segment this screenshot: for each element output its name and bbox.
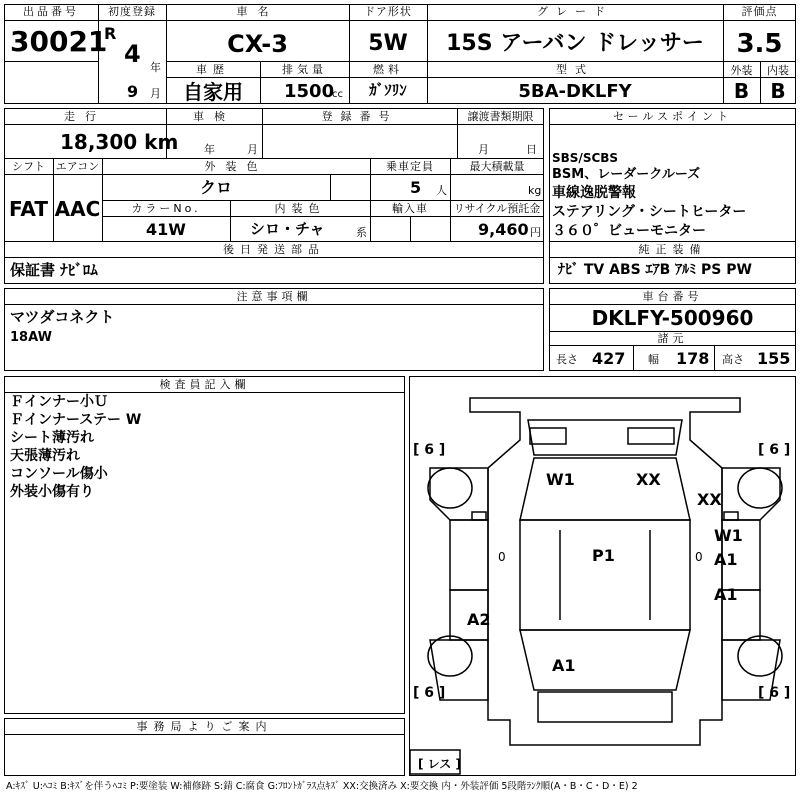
color-no: 41W — [146, 220, 186, 239]
inspect-year-unit: 年 — [204, 143, 215, 156]
legend: A:ｷｽﾞ U:ﾍｺﾐ B:ｷｽﾞを伴うﾍｺﾐ P:要塗装 W:補修跡 S:錆 C:腐食 G:ﾌﾛﾝﾄｶﾞﾗｽ点ｷｽﾞ XX:交換済み X:要交換 内・外装評価 5段階ﾗﾝｸ順(A・B・C・D・E) 2 — [6, 781, 638, 792]
tire-rr-label: [ 6 ] — [758, 685, 791, 701]
color-no-label: カラーNo. — [131, 202, 201, 215]
sales-line: 車線逸脱警報 — [552, 185, 636, 201]
era: R — [104, 24, 117, 43]
lot-number: 30021 — [10, 25, 108, 58]
first-reg-label: 初度登録 — [108, 5, 156, 18]
history: 自家用 — [183, 80, 243, 104]
mileage-label: 走行 — [64, 110, 106, 123]
capacity-unit: 人 — [436, 184, 447, 197]
chassis-label: 車台番号 — [642, 290, 703, 303]
note-line: マツダコネクト — [10, 308, 115, 326]
inspect-month-unit: 月 — [247, 143, 258, 156]
length-label: 長さ — [556, 353, 578, 366]
sales-label: セールスポイント — [612, 110, 732, 123]
interior-color: シロ・チャ — [250, 220, 325, 238]
transfer-day-unit: 日 — [526, 143, 537, 156]
length: 427 — [592, 349, 626, 368]
chassis-number: DKLFY-500960 — [591, 306, 754, 330]
mark-a2: A2 — [467, 610, 491, 629]
inspector-line: Ｆインナーステー W — [10, 412, 142, 428]
spec-label: 諸元 — [657, 332, 688, 345]
equip: ﾅﾋﾞ TV ABS ｴｱB ｱﾙﾐ PS PW — [558, 262, 752, 278]
mileage: 18,300 km — [60, 130, 179, 154]
office-label: 事務局よりご案内 — [136, 720, 273, 733]
sales-line: BSM、レーダークルーズ — [552, 167, 701, 182]
interior-unit: 系 — [356, 226, 367, 239]
later-parts-label: 後日発送部品 — [223, 243, 325, 256]
ext-score: B — [733, 79, 750, 103]
load-label: 最大積載量 — [469, 160, 525, 173]
mark-w1-roof: W1 — [546, 470, 575, 489]
inspector-line: 外装小傷有り — [10, 484, 94, 500]
mark-a1-side2: A1 — [714, 585, 738, 604]
mark-zero-r: 0 — [695, 550, 703, 564]
interior-label: 内装色 — [274, 202, 326, 215]
inspector-line: 天張薄汚れ — [10, 448, 80, 464]
reg-month: 9 — [127, 82, 139, 101]
equip-label: 純正装備 — [638, 243, 707, 256]
door-label: ドア形状 — [364, 5, 412, 18]
load-unit: kg — [528, 184, 542, 197]
height: 155 — [757, 349, 791, 368]
sales-line: ステアリング・シートヒーター — [552, 204, 747, 220]
lot-label: 出品番号 — [23, 5, 79, 18]
width-label: 幅 — [648, 353, 659, 366]
shift: FAT — [9, 197, 48, 221]
note-line: 18AW — [10, 330, 52, 345]
transfer-label: 譲渡書類期限 — [467, 110, 534, 123]
ext-label: 外装 — [730, 64, 753, 77]
mark-a1-rear: A1 — [552, 656, 576, 675]
fuel-label: 燃料 — [373, 63, 403, 76]
mark-a1-side1: A1 — [714, 550, 738, 569]
recycle-label: リサイクル預託金 — [453, 202, 541, 215]
int-score: B — [770, 79, 786, 103]
recycle-unit: 円 — [530, 226, 541, 239]
later-parts: 保証書 ﾅﾋﾞﾛﾑ — [10, 261, 98, 279]
capacity: 5 — [410, 178, 422, 197]
inspector-label: 検査員記入欄 — [159, 378, 250, 391]
inspector-line: コンソール傷小 — [10, 466, 108, 482]
ac: AAC — [54, 197, 101, 221]
score-label: 評価点 — [741, 5, 778, 18]
mark-w1-side: W1 — [714, 526, 743, 545]
disp-unit: cc — [332, 89, 343, 100]
history-label: 車歴 — [196, 63, 230, 76]
ac-label: エアコン — [55, 160, 100, 173]
inspect-label: 車検 — [193, 110, 235, 123]
mark-xx-side: XX — [697, 490, 722, 509]
inspector-line: Ｆインナー小Ｕ — [10, 394, 108, 410]
shift-label: シフト — [12, 160, 45, 173]
reg-year: 4 — [124, 40, 141, 68]
reg-number-label: 登録番号 — [321, 110, 398, 123]
mark-xx-roof: XX — [636, 470, 661, 489]
door-type: 5W — [368, 31, 408, 56]
sales-line: SBS/SCBS — [552, 151, 619, 165]
model: 5BA-DKLFY — [518, 81, 632, 102]
disp-label: 排気量 — [282, 63, 327, 76]
recycle-fee: 9,460 — [478, 220, 529, 239]
capacity-label: 乗車定員 — [386, 160, 434, 173]
car-name-label: 車名 — [236, 5, 279, 18]
tire-fl-label: [ 6 ] — [413, 442, 446, 458]
mark-zero-l: 0 — [498, 550, 506, 564]
transfer-month-unit: 月 — [478, 143, 489, 156]
color-label: 外装色 — [204, 160, 268, 173]
tire-fr-label: [ 6 ] — [758, 442, 791, 458]
year-unit: 年 — [150, 61, 161, 74]
import-label: 輸入車 — [392, 202, 428, 215]
month-unit: 月 — [150, 87, 161, 100]
height-label: 高さ — [722, 353, 744, 366]
color: クロ — [199, 178, 232, 197]
grade-label: グレード — [537, 5, 613, 18]
car-name: CX-3 — [227, 30, 288, 58]
mark-p1: P1 — [592, 546, 615, 565]
notes-label: 注意事項欄 — [236, 290, 312, 303]
int-label: 内装 — [767, 64, 789, 77]
displacement: 1500 — [284, 81, 335, 102]
model-label: 型式 — [556, 63, 594, 76]
sales-line: ３６０゜ビューモニター — [552, 223, 706, 239]
inspector-line: シート薄汚れ — [10, 430, 94, 446]
tire-rl-label: [ 6 ] — [413, 685, 446, 701]
spare-label: [ レス ] — [418, 757, 461, 771]
diagram-block — [409, 376, 796, 776]
grade: 15S アーバン ドレッサー — [446, 31, 704, 56]
width: 178 — [676, 349, 710, 368]
fuel: ｶﾞｿﾘﾝ — [369, 81, 407, 99]
score: 3.5 — [736, 29, 783, 59]
